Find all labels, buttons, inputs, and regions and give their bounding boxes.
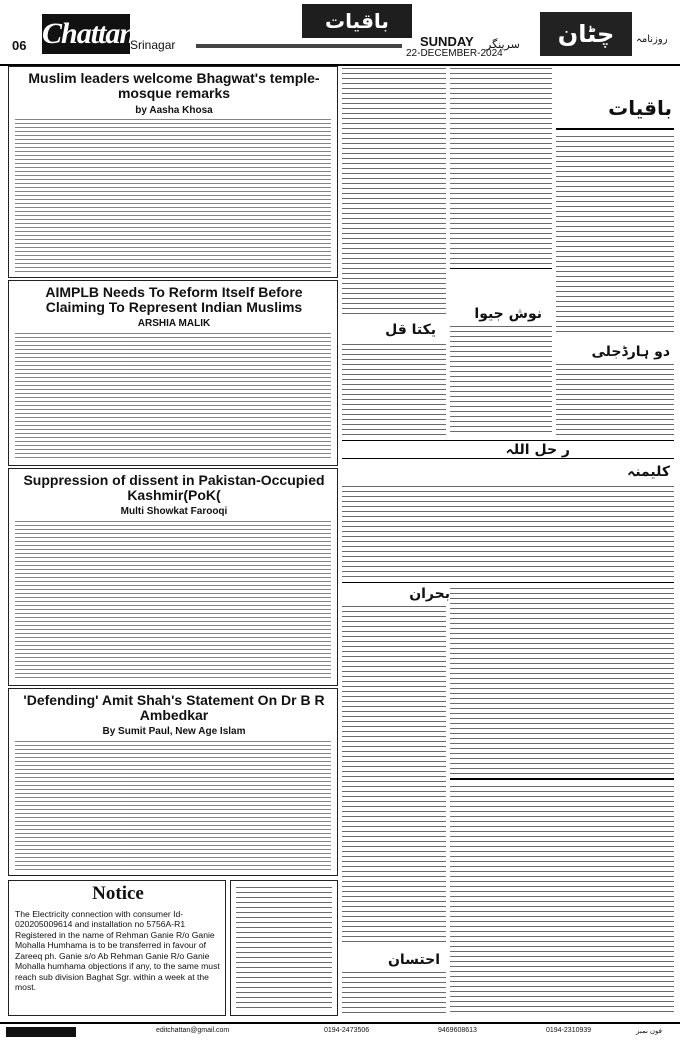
article-body — [15, 741, 331, 871]
urdu-text-col3b — [556, 364, 674, 436]
masthead-rule — [196, 44, 402, 48]
article-title: Suppression of dissent in Pakistan-Occupied Kashmir(PoK( — [23, 472, 325, 503]
baqiyat-heading: باقیات — [608, 96, 672, 120]
article-bhagwat — [8, 66, 338, 278]
urdu-text-col3 — [556, 136, 674, 332]
article-body — [15, 119, 331, 273]
urdu-head-dohard: دو ہارڈجلی — [591, 344, 670, 360]
urdu-head-kalima: کلیمنہ — [627, 464, 670, 480]
brand-logo-en: Chattan — [42, 14, 130, 54]
article-title: 'Defending' Amit Shah's Statement On Dr B R Ambedkar — [23, 692, 325, 723]
article-byline: ARSHIA MALIK — [137, 318, 211, 329]
urdu-head-bohran: بحران — [409, 586, 450, 602]
footer-phone2: 9469608613 — [438, 1027, 477, 1034]
article-body — [15, 521, 331, 681]
article-pok — [8, 468, 338, 686]
divider — [342, 458, 674, 459]
article-title: Muslim leaders welcome Bhagwat's temple-mosque remarks — [28, 70, 320, 101]
issue-date: 22-DECEMBER-2024 — [406, 48, 503, 59]
urdu-text-col2b — [450, 326, 552, 436]
urdu-head-ehtisan: احتسان — [387, 952, 440, 968]
article-title: AIMPLB Needs To Reform Itself Before Claiming To Represent Indian Muslims — [45, 284, 303, 315]
urdu-notice — [230, 880, 338, 1016]
article-aimplb — [8, 280, 338, 466]
divider — [450, 778, 674, 780]
urdu-text-col1b — [342, 344, 446, 436]
article-body — [15, 333, 331, 461]
urdu-text-col1 — [342, 68, 446, 318]
urdu-text-col5 — [450, 588, 674, 774]
masthead — [0, 0, 680, 66]
divider — [342, 440, 674, 441]
urdu-text-col6 — [450, 786, 674, 1014]
urdu-head-yakta: یکتا قل — [385, 322, 436, 338]
section-title-ur: باقیات — [302, 4, 412, 38]
page-number: 06 — [12, 38, 27, 53]
footer — [0, 1022, 680, 1040]
daily-label-ur: روزنامہ — [636, 34, 668, 45]
city-label-ur: سرینگر — [486, 38, 520, 51]
divider — [342, 582, 674, 583]
article-byline: By Sumit Paul, New Age Islam — [102, 726, 246, 737]
urdu-text-col4b — [342, 972, 446, 1016]
urdu-text-wide — [342, 486, 674, 578]
notice-title: Notice — [92, 883, 144, 904]
urdu-text-col2 — [450, 68, 552, 264]
footer-label: فون نمبر — [636, 1028, 663, 1035]
city-label-en: Srinagar — [130, 38, 176, 52]
issue-day: SUNDAY — [420, 34, 474, 49]
article-byline: by Aasha Khosa — [135, 105, 213, 116]
urdu-text-col4 — [342, 606, 446, 946]
footer-phone1: 0194-2473506 — [324, 1027, 370, 1034]
footer-phone3: 0194-2310939 — [546, 1027, 592, 1034]
footer-logo — [6, 1027, 76, 1037]
urdu-head-rehl: ر حل اللہ — [505, 442, 570, 458]
urdu-head-noshjiva: نوش جیوا — [474, 306, 542, 322]
urdu-notice-text — [236, 887, 332, 1011]
footer-email: editchattan@gmail.com — [156, 1027, 230, 1034]
notice-box — [8, 880, 226, 1016]
divider — [450, 268, 552, 269]
notice-body: The Electricity connection with consumer Id-020205009614 and installation no 5756A-R1 Registered in the name of Rehman Ganie R/o Ganie Mohalla Humhama is to be transferred in favour of Zareeq ph. Ganie s/o Ab Rehman Ganie R/o Ganie Mohalla humhama objections if any, to the same must reach sub division Baghat Sgr. within a week at the most. — [15, 909, 220, 993]
article-byline: Multi Showkat Farooqi — [120, 506, 228, 517]
brand-logo-ur: چٹان — [540, 12, 632, 56]
article-amit-shah — [8, 688, 338, 876]
divider — [556, 128, 674, 130]
